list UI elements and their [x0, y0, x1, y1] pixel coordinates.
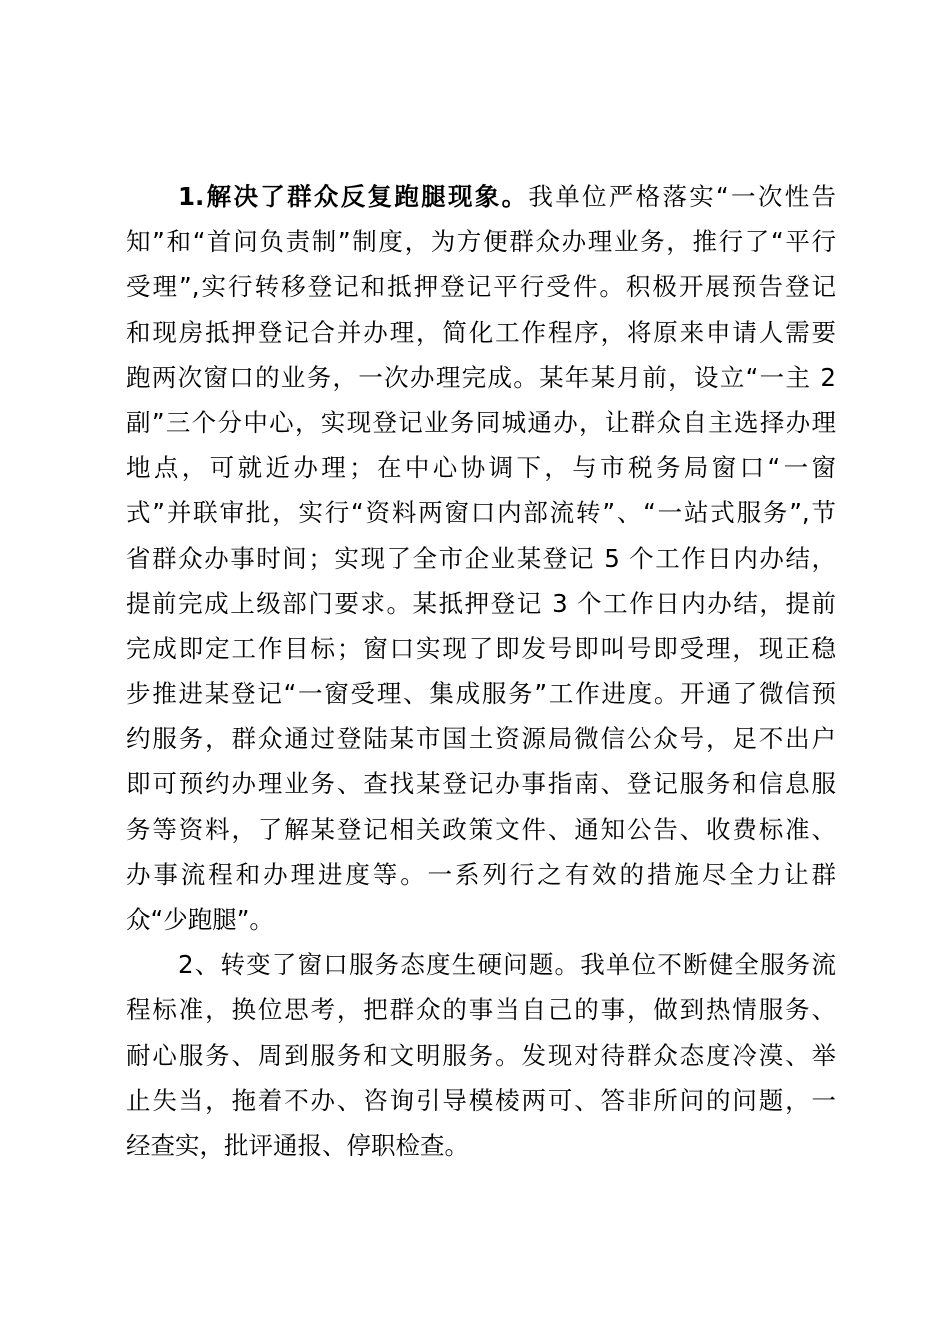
paragraph-1-line-11: 完成即定工作目标；窗口实现了即发号即叫号即受理，现正稳	[126, 633, 836, 663]
paragraph-1-line-16: 办事流程和办理进度等。一系列行之有效的措施尽全力让群	[126, 859, 836, 889]
paragraph-1-line-15: 务等资料，了解某登记相关政策文件、通知公告、收费标准、	[126, 814, 836, 844]
paragraph-1-line-9: 省群众办事时间；实现了全市企业某登记 5 个工作日内办结，	[126, 543, 836, 573]
paragraph-1-line-7: 地点，可就近办理；在中心协调下，与市税务局窗口“一窗	[126, 453, 836, 483]
paragraph-1-line-12: 步推进某登记“一窗受理、集成服务”工作进度。开通了微信预	[126, 679, 836, 709]
document-body	[126, 174, 836, 1168]
paragraph-1-line-10: 提前完成上级部门要求。某抵押登记 3 个工作日内办结，提前	[126, 588, 836, 618]
paragraph-1-line-13: 约服务，群众通过登陆某市国土资源局微信公众号，足不出户	[126, 724, 836, 754]
paragraph-2-line-4: 止失当，拖着不办、咨询引导模棱两可、答非所问的问题，一	[126, 1085, 836, 1115]
paragraph-1-line-4: 和现房抵押登记合并办理，简化工作程序，将原来申请人需要	[126, 317, 836, 347]
paragraph-1-line-3: 受理”,实行转移登记和抵押登记平行受件。积极开展预告登记	[126, 272, 836, 302]
paragraph-1-line-8: 式”并联审批，实行“资料两窗口内部流转”、“一站式服务”,节	[126, 498, 836, 528]
paragraph-1-line-1-text: 我单位严格落实“一次性告	[528, 182, 836, 211]
paragraph-2-line-5: 经查实，批评通报、停职检查。	[126, 1130, 469, 1160]
paragraph-1-line-1	[126, 174, 836, 219]
paragraph-1-heading: 1.解决了群众反复跑腿现象。	[178, 182, 529, 211]
paragraph-1-line-6: 副”三个分中心，实现登记业务同城通办，让群众自主选择办理	[126, 407, 836, 437]
paragraph-1-line-14: 即可预约办理业务、查找某登记办事指南、登记服务和信息服	[126, 769, 836, 799]
paragraph-2-line-2: 程标准，换位思考，把群众的事当自己的事，做到热情服务、	[126, 995, 836, 1025]
paragraph-1-line-2: 知”和“首问负责制”制度，为方便群众办理业务，推行了“平行	[126, 227, 836, 257]
paragraph-2-line-3: 耐心服务、周到服务和文明服务。发现对待群众态度冷漠、举	[126, 1040, 836, 1070]
paragraph-2-line-1: 2、转变了窗口服务态度生硬问题。我单位不断健全服务流	[178, 950, 836, 980]
paragraph-1-line-17: 众“少跑腿”。	[126, 905, 274, 934]
paragraph-1-line-5: 跑两次窗口的业务，一次办理完成。某年某月前，设立“一主 2	[126, 362, 836, 392]
